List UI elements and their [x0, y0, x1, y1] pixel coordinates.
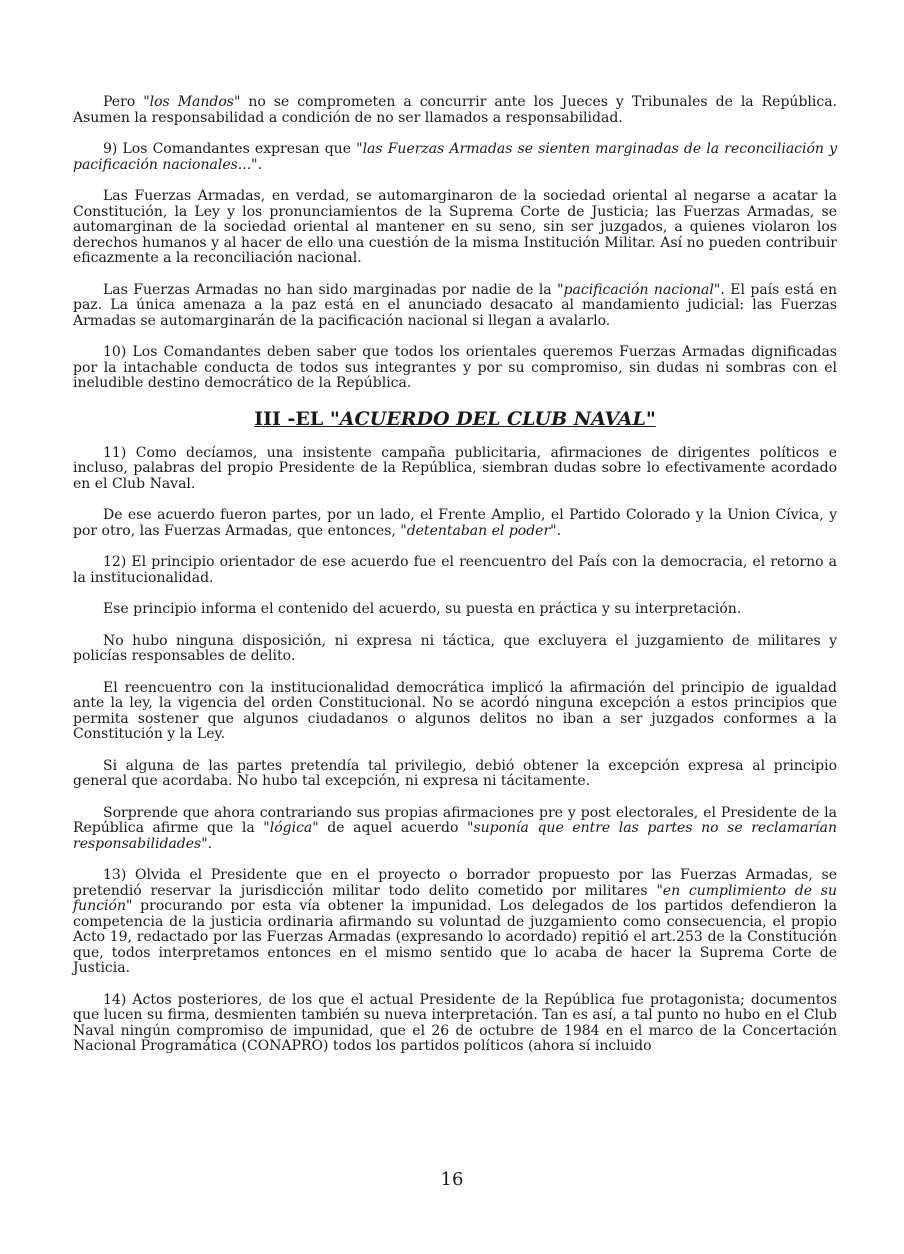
paragraph-14: 14) Actos posteriores, de los que el actual Presidente de la República fue protagonista; documentos que lucen su firma, desmienten también su nueva interpretación. Tan es así, a tal punto no hubo en el Club Naval ningún compromiso de impunidad, que el 26 de octubre de 1984 en el marco de la Concertación Nacional Programática (CONAPRO) todos los partidos políticos (ahora sí incluido — [73, 991, 837, 1054]
quote: "las Fuerzas Armadas se sienten marginadas de la reconciliación y pacificación nacionales...". — [73, 141, 837, 173]
page-number: 16 — [440, 1169, 464, 1190]
text: procurando por esta vía obtener la impunidad. Los delegados de los partidos defendieron la competencia de la justicia ordinaria afirmando su voluntad de juzgamiento como consecuencia, el propio Acto 19, redactado por las Fuerzas Armadas (expresando lo acordado) repitió el art.253 de la Constitución que, todos interpretamos entonces en el mismo sentido que lo acaba de hacer la Suprema Corte de Justicia. — [73, 898, 837, 976]
quote: "suponía que entre las partes no se reclamarían responsabilidades". — [73, 820, 837, 852]
paragraph: El reencuentro con la institucionalidad democrática implicó la afirmación del principio de igualdad ante la ley, la vigencia del orden Constitucional. No se acordó ninguna excepción a estos principios que permita sostener que algunos ciudadanos o algunos delitos no iban a ser juzgados conformes a la Constitución y la Ley. — [73, 679, 837, 742]
text: Sorprende que ahora contrariando sus propias afirmaciones pre y post electorales, el Presidente de la República afirme que la — [73, 804, 837, 836]
paragraph-13 — [73, 868, 837, 977]
section-heading — [73, 408, 837, 430]
quote: "los Mandos" — [143, 94, 241, 110]
paragraph — [73, 283, 837, 330]
paragraph-9 — [73, 142, 837, 173]
quote: "pacificación nacional" — [557, 281, 721, 298]
heading-title: "ACUERDO DEL CLUB NAVAL" — [329, 407, 656, 430]
paragraph: Ese principio informa el contenido del acuerdo, su puesta en práctica y su interpretación. — [103, 601, 742, 617]
paragraph-10: 10) Los Comandantes deben saber que todos los orientales queremos Fuerzas Armadas dignificadas por la intachable conducta de todos sus integrantes y por su compromiso, sin dudas ni sombras con el ineludible destino democrático de la República. — [73, 344, 837, 391]
paragraph: No hubo ninguna disposición, ni expresa ni táctica, que excluyera el juzgamiento de militares y policías responsables de delito. — [73, 632, 837, 664]
paragraph — [73, 508, 837, 539]
text: 13) Olvida el Presidente que en el proyecto o borrador propuesto por las Fuerzas Armadas, se pretendió reservar la jurisdicción militar todo delito cometido por militares — [73, 867, 837, 899]
text: De ese acuerdo fueron partes, por un lado, el Frente Amplio, el Partido Colorado y la Union Cívica, y por otro, las Fuerzas Armadas, que entonces, — [73, 507, 837, 539]
quote: "detentaban el poder". — [400, 522, 562, 539]
text: de aquel acuerdo — [318, 820, 467, 836]
text: no se comprometen a concurrir ante los Jueces y Tribunales de la República. Asumen la responsabilidad a condición de no ser llamados a responsabilidad. — [73, 94, 837, 126]
paragraph: Las Fuerzas Armadas, en verdad, se automarginaron de la sociedad oriental al negarse a acatar la Constitución, la Ley y los pronunciamientos de la Suprema Corte de Justicia; las Fuerzas Armadas, se automarginan de la sociedad oriental al mantener en su seno, sin ser juzgados, a quienes violaron los derechos humanos y al hacer de ello una cuestión de la misma Institución Militar. Así no pueden contribuir eficazmente a la reconciliación nacional. — [73, 188, 837, 266]
document-body — [73, 95, 837, 1071]
paragraph-11: 11) Como decíamos, una insistente campaña publicitaria, afirmaciones de dirigentes políticos e incluso, palabras del propio Presidente de la República, siembran dudas sobre lo efectivamente acordado en el Club Naval. — [73, 444, 837, 492]
text: 9) Los Comandantes expresan que — [103, 141, 357, 157]
paragraph: Si alguna de las partes pretendía tal privilegio, debió obtener la excepción expresa al principio general que acordaba. No hubo tal excepción, ni expresa ni tácitamente. — [73, 757, 837, 789]
paragraph — [73, 95, 837, 126]
paragraph-12: 12) El principio orientador de ese acuerdo fue el reencuentro del País con la democracia, el retorno a la institucionalidad. — [73, 554, 837, 586]
quote: "en cumplimiento de su función" — [73, 882, 837, 914]
text: Pero — [103, 94, 144, 110]
quote: "lógica" — [263, 820, 319, 836]
text: Las Fuerzas Armadas no han sido marginadas por nadie de la — [103, 281, 558, 298]
text: . El país está en paz. La única amenaza a la paz está en el anunciado desacato al mandamiento judicial: las Fuerzas Armadas se automarginarán de la pacificación nacional si llegan a avalarlo. — [73, 281, 837, 329]
heading-prefix: III -EL — [254, 407, 330, 430]
paragraph — [73, 806, 837, 853]
